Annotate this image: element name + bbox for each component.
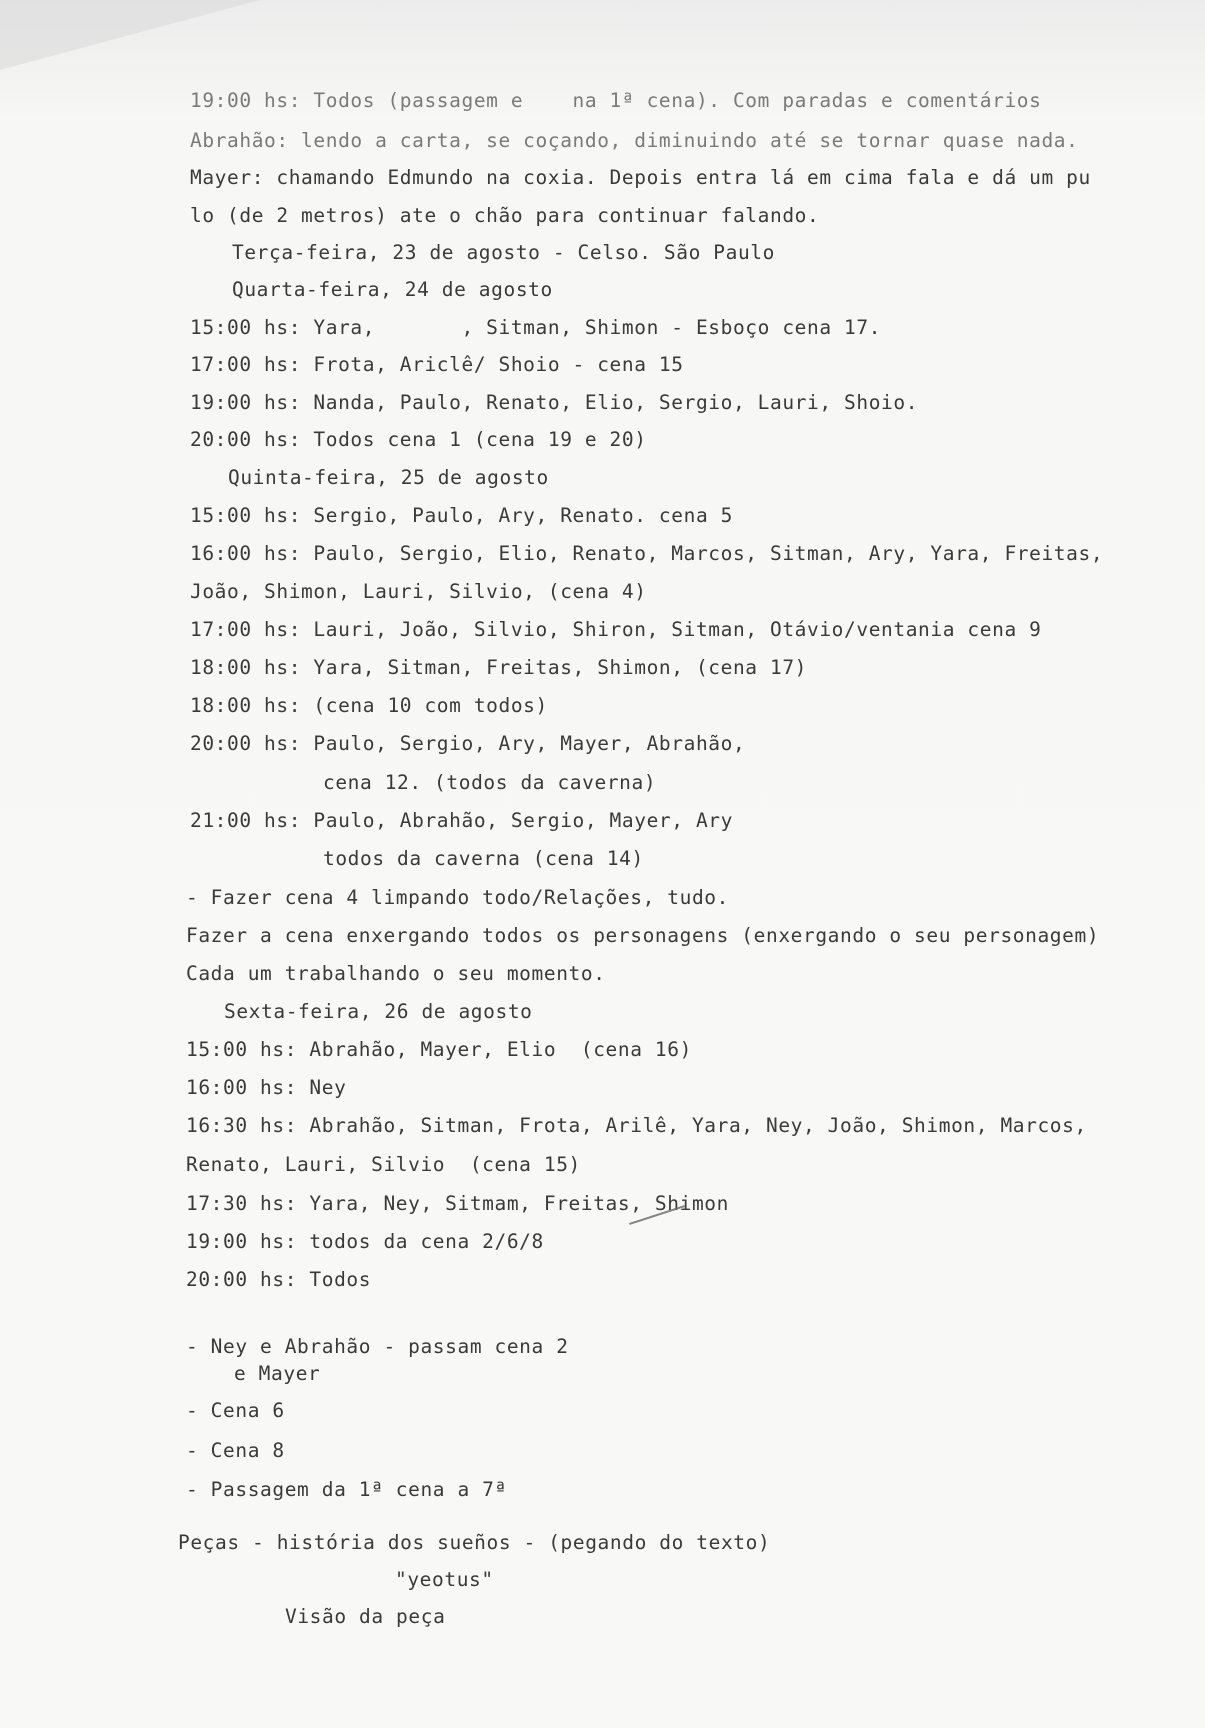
note-line: - Fazer cena 4 limpando todo/Relações, tudo. bbox=[186, 886, 729, 909]
schedule-entry: 15:00 hs: Sergio, Paulo, Ary, Renato. cena 5 bbox=[190, 504, 733, 527]
schedule-entry: 15:00 hs: Yara, , Sitman, Shimon - Esboço cena 17. bbox=[190, 316, 882, 339]
schedule-entry: 17:00 hs: Lauri, João, Silvio, Shiron, Sitman, Otávio/ventania cena 9 bbox=[190, 618, 1042, 641]
note-line: e Mayer bbox=[234, 1362, 321, 1385]
note-line: Cada um trabalhando o seu momento. bbox=[186, 962, 606, 985]
schedule-entry: todos da caverna (cena 14) bbox=[323, 847, 644, 870]
text-line: 19:00 hs: Todos (passagem e na 1ª cena). Com paradas e comentários bbox=[190, 89, 1042, 112]
schedule-entry: 20:00 hs: Paulo, Sergio, Ary, Mayer, Abrahão, bbox=[190, 732, 746, 755]
schedule-entry: 18:00 hs: (cena 10 com todos) bbox=[190, 694, 548, 717]
schedule-entry: João, Shimon, Lauri, Silvio, (cena 4) bbox=[190, 580, 647, 603]
schedule-entry: 16:00 hs: Ney bbox=[186, 1076, 347, 1099]
schedule-entry: 17:30 hs: Yara, Ney, Sitmam, Freitas, Shimon bbox=[186, 1192, 729, 1215]
schedule-entry: 19:00 hs: todos da cena 2/6/8 bbox=[186, 1230, 544, 1253]
day-heading: Sexta-feira, 26 de agosto bbox=[224, 1000, 533, 1023]
note-line: Peças - história dos sueños - (pegando do texto) bbox=[178, 1531, 771, 1554]
schedule-entry: 21:00 hs: Paulo, Abrahão, Sergio, Mayer, Ary bbox=[190, 809, 733, 832]
note-line: - Cena 8 bbox=[186, 1439, 285, 1462]
note-line: "yeotus" bbox=[395, 1568, 494, 1591]
day-heading: Quinta-feira, 25 de agosto bbox=[228, 466, 549, 489]
schedule-entry: cena 12. (todos da caverna) bbox=[323, 771, 657, 794]
schedule-entry: 15:00 hs: Abrahão, Mayer, Elio (cena 16) bbox=[186, 1038, 692, 1061]
day-heading: Terça-feira, 23 de agosto - Celso. São Paulo bbox=[232, 241, 775, 264]
schedule-entry: 16:00 hs: Paulo, Sergio, Elio, Renato, Marcos, Sitman, Ary, Yara, Freitas, bbox=[190, 542, 1104, 565]
schedule-entry: 20:00 hs: Todos cena 1 (cena 19 e 20) bbox=[190, 428, 647, 451]
schedule-entry: 19:00 hs: Nanda, Paulo, Renato, Elio, Sergio, Lauri, Shoio. bbox=[190, 391, 919, 414]
note-line: - Cena 6 bbox=[186, 1399, 285, 1422]
text-line: Abrahão: lendo a carta, se coçando, diminuindo até se tornar quase nada. bbox=[190, 129, 1079, 152]
note-line: Visão da peça bbox=[285, 1605, 446, 1628]
day-heading: Quarta-feira, 24 de agosto bbox=[232, 278, 553, 301]
schedule-entry: Renato, Lauri, Silvio (cena 15) bbox=[186, 1153, 581, 1176]
schedule-entry: 20:00 hs: Todos bbox=[186, 1268, 372, 1291]
schedule-entry: 16:30 hs: Abrahão, Sitman, Frota, Arilê, Yara, Ney, João, Shimon, Marcos, bbox=[186, 1114, 1087, 1137]
schedule-entry: 17:00 hs: Frota, Ariclê/ Shoio - cena 15 bbox=[190, 353, 684, 376]
text-line: Mayer: chamando Edmundo na coxia. Depois entra lá em cima fala e dá um pu bbox=[190, 166, 1091, 189]
text-line: lo (de 2 metros) ate o chão para continuar falando. bbox=[190, 204, 820, 227]
note-line: - Ney e Abrahão - passam cena 2 bbox=[186, 1335, 569, 1358]
schedule-entry: 18:00 hs: Yara, Sitman, Freitas, Shimon, (cena 17) bbox=[190, 656, 807, 679]
note-line: - Passagem da 1ª cena a 7ª bbox=[186, 1478, 507, 1501]
note-line: Fazer a cena enxergando todos os personagens (enxergando o seu personagem) bbox=[186, 924, 1100, 947]
